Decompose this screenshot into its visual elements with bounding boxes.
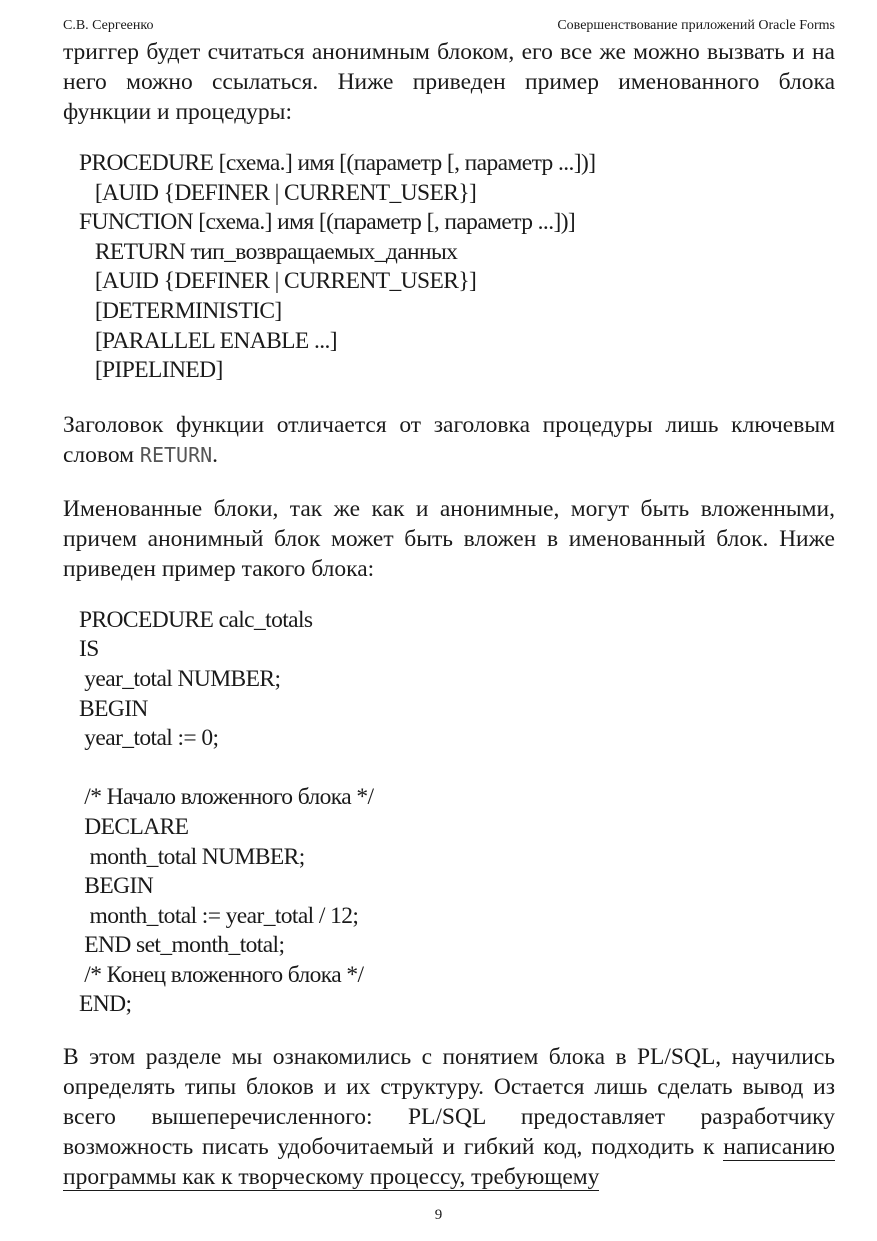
syntax-line: FUNCTION [схема.] имя [(параметр [, параметр ...])] — [79, 209, 576, 236]
syntax-line: PROCEDURE [схема.] имя [(параметр [, параметр ...])] — [79, 150, 596, 176]
code-line: year_total := 0; — [79, 725, 219, 752]
code-line: DECLARE — [79, 813, 189, 840]
page-header — [63, 17, 835, 35]
code-line: BEGIN — [79, 873, 154, 900]
return-paragraph-text: Заголовок функции отличается от заголовка процедуры лишь ключевым словом — [63, 411, 835, 468]
code-line: month_total NUMBER; — [79, 843, 305, 870]
syntax-line: [PIPELINED] — [79, 357, 223, 384]
syntax-line: [AUID {DEFINER | CURRENT_USER}] — [79, 268, 477, 295]
conclusion-paragraph — [63, 1042, 835, 1192]
return-keyword: RETURN — [139, 442, 213, 467]
syntax-line: [PARALLEL ENABLE ...] — [79, 327, 338, 354]
code-line: /* Конец вложенного блока */ — [79, 961, 364, 988]
return-paragraph — [63, 410, 835, 470]
code-line: PROCEDURE calc_totals — [79, 606, 313, 633]
code-line: BEGIN — [79, 695, 148, 722]
header-author: С.В. Сергеенко — [63, 18, 154, 33]
page-body — [63, 37, 835, 1192]
return-paragraph-end: . — [212, 441, 219, 468]
code-line: END set_month_total; — [79, 932, 285, 959]
intro-paragraph: триггер будет считаться анонимным блоком, его все же можно вызвать и на него можно ссылаться. Ниже приведен пример именованного блока функции и процедуры: — [63, 39, 835, 125]
code-line: END; — [79, 991, 132, 1018]
code-line: IS — [79, 636, 99, 663]
page-number: 9 — [434, 1207, 443, 1223]
nested-blocks-paragraph: Именованные блоки, так же как и анонимные, могут быть вложенными, причем анонимный блок может быть вложен в именованный блок. Ниже приведен пример такого блока: — [63, 495, 835, 582]
header-title: Совершенствование приложений Oracle Forms — [557, 18, 835, 33]
syntax-line: [AUID {DEFINER | CURRENT_USER}] — [79, 179, 477, 206]
example-code-block — [63, 606, 835, 1020]
conclusion-last-line: написанию программы как к творческому процессу, требующему — [63, 1134, 835, 1191]
syntax-line: RETURN тип_возвращаемых_данных — [79, 238, 458, 265]
conclusion-text: В этом разделе мы ознакомились с понятием блока в PL/SQL, научились определять типы блоков и их структуру. Остается лишь сделать вывод из всего вышеперечисленного: PL/SQL предоставляет разработчику возможность писать удобочитаемый и гибкий код, подходить к — [63, 1044, 835, 1161]
code-line: year_total NUMBER; — [79, 665, 281, 692]
code-line — [79, 754, 835, 784]
code-line: month_total := year_total / 12; — [79, 902, 359, 929]
code-line: /* Начало вложенного блока */ — [79, 784, 374, 811]
syntax-line: [DETERMINISTIC] — [79, 297, 282, 324]
syntax-code-block — [63, 149, 835, 386]
